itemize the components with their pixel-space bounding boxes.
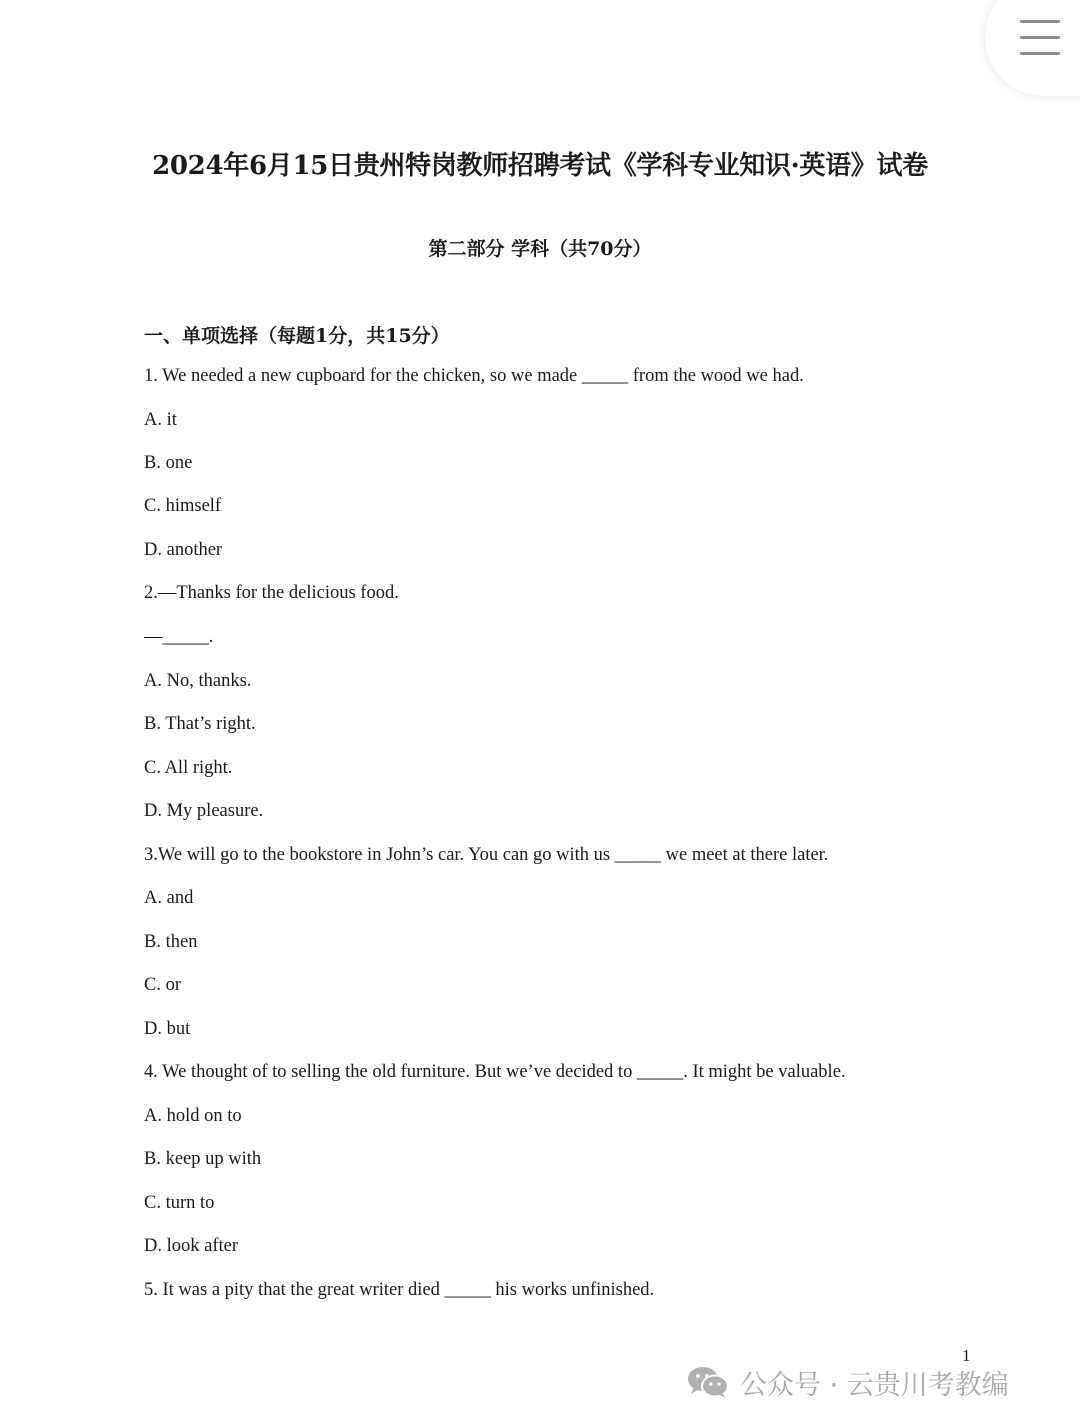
part-title: 第二部分 学科（共70分） bbox=[428, 238, 652, 260]
watermark bbox=[686, 1362, 1009, 1402]
question-3: 3.We will go to the bookstore in John’s car. You can go with us _____ we meet at there later. bbox=[144, 845, 829, 865]
option-4a: A. hold on to bbox=[144, 1106, 242, 1126]
hamburger-menu-icon[interactable] bbox=[1020, 20, 1060, 56]
option-1a: A. it bbox=[144, 410, 177, 430]
option-3d: D. but bbox=[144, 1019, 191, 1039]
option-4b: B. keep up with bbox=[144, 1149, 262, 1169]
question-1: 1. We needed a new cupboard for the chicken, so we made _____ from the wood we had. bbox=[144, 366, 804, 386]
watermark-text: 公众号 · 云贵川考教编 bbox=[740, 1369, 1009, 1401]
section-heading: 一、单项选择（每题1分，共15分） bbox=[144, 325, 450, 347]
option-1d: D. another bbox=[144, 540, 223, 560]
option-2b: B. That’s right. bbox=[144, 714, 256, 734]
option-2c: C. All right. bbox=[144, 758, 233, 778]
option-4d: D. look after bbox=[144, 1236, 239, 1256]
option-3b: B. then bbox=[144, 932, 198, 952]
option-1b: B. one bbox=[144, 453, 193, 473]
exam-title: 2024年6月15日贵州特岗教师招聘考试《学科专业知识·英语》试卷 bbox=[152, 151, 928, 181]
option-2a: A. No, thanks. bbox=[144, 671, 252, 691]
option-2d: D. My pleasure. bbox=[144, 801, 264, 821]
question-2: 2.—Thanks for the delicious food. bbox=[144, 583, 399, 603]
wechat-icon bbox=[686, 1365, 730, 1399]
option-1c: C. himself bbox=[144, 496, 222, 516]
question-5: 5. It was a pity that the great writer died _____ his works unfinished. bbox=[144, 1280, 655, 1300]
question-2-reply: —_____. bbox=[144, 627, 214, 647]
option-3c: C. or bbox=[144, 975, 181, 995]
page-number: 1 bbox=[962, 1346, 971, 1365]
option-3a: A. and bbox=[144, 888, 194, 908]
question-4: 4. We thought of to selling the old furniture. But we’ve decided to _____. It might be valuable. bbox=[144, 1062, 846, 1082]
option-4c: C. turn to bbox=[144, 1193, 215, 1213]
